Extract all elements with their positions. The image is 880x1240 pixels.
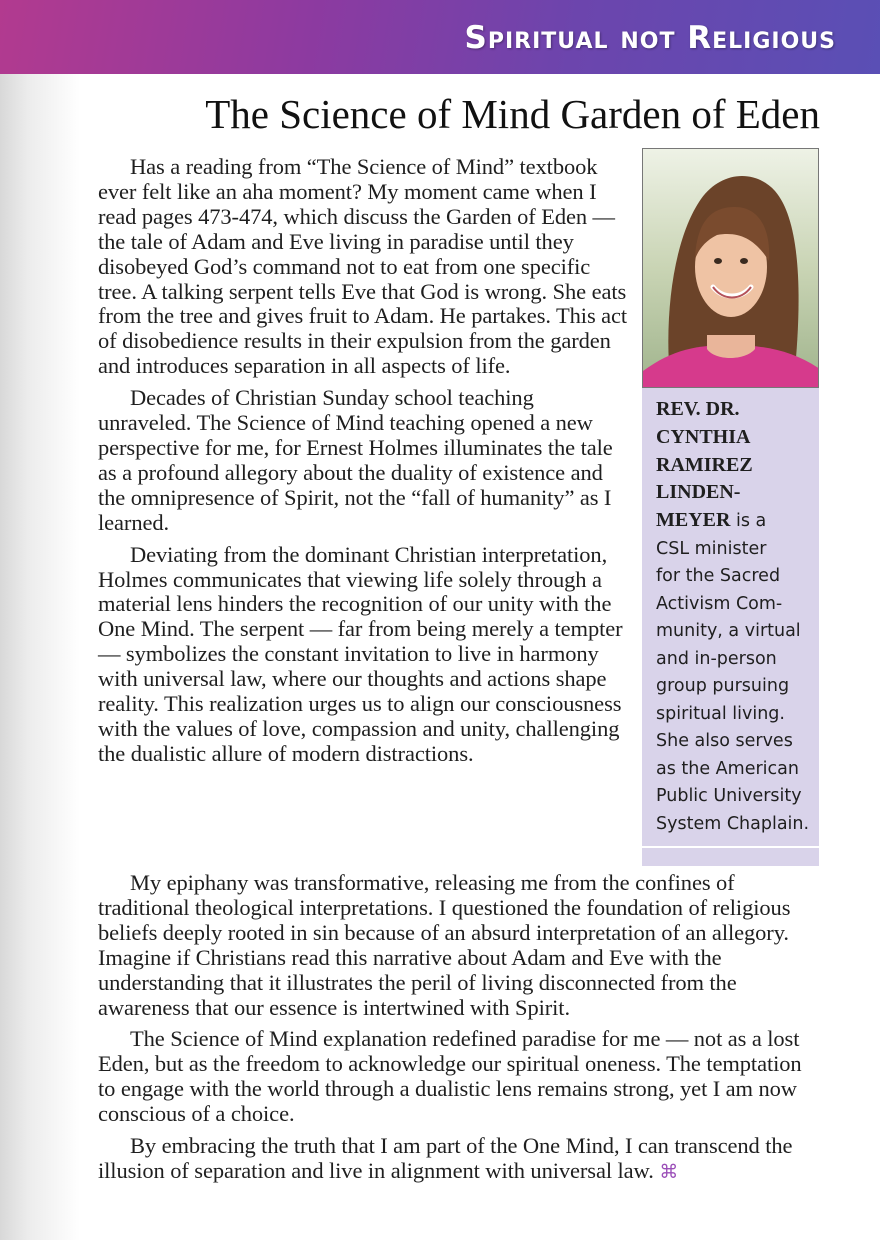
bio-footer-strip [642, 848, 819, 866]
bio-line: spiritual living. [656, 703, 785, 724]
article-paragraph: Decades of Christian Sunday school teaching unraveled. The Science of Mind teaching opened a new perspective for me, for Ernest Holmes illuminates the tale as a profound allegory about the duality of existence and the omnipresence of Spirit, not the “fall of humanity” as I learned. [98, 385, 613, 535]
article-paragraph: My epiphany was transformative, releasing me from the confines of traditional theological interpretations. I questioned the foundation of religious beliefs deeply rooted in sin because of an absurd interpretation of an allegory. Imagine if Christians read this narrative about Adam and Eve with the understanding that it illustrates the peril of living disconnected from the awareness that our essence is intertwined with Spirit. [98, 870, 791, 1020]
article-column [98, 155, 628, 774]
bio-line: Activism Com- [656, 593, 783, 614]
author-portrait-illustration [643, 149, 819, 388]
bio-line: She also serves [656, 731, 793, 752]
article-paragraph: Has a reading from “The Science of Mind” textbook ever felt like an aha moment? My moment came when I read pages 473-474, which discuss the Garden of Eden — the tale of Adam and Eve living in paradise until they disobeyed God’s command not to eat from one specific tree. A talking serpent tells Eve that God is wrong. She eats from the tree and gives fruit to Adam. He partakes. This act of disobedience results in their expulsion from the garden and introduces separation in all aspects of life. [98, 154, 628, 379]
author-bio-box [642, 388, 819, 846]
author-name-line: RAMIREZ [656, 453, 753, 476]
bio-line: as the American [656, 758, 799, 779]
bio-line: group pursuing [656, 676, 790, 697]
author-name-line: REV. DR. [656, 398, 740, 420]
bio-line: and in-person [656, 648, 777, 669]
section-banner [0, 0, 880, 74]
bio-line: System Chaplain. [656, 813, 810, 834]
article-paragraph: The Science of Mind explanation redefined paradise for me — not as a lost Eden, but as the freedom to acknowledge our spiritual oneness. The temptation to engage with the world through a dualistic lens remains strong, yet I am now conscious of a choice. [98, 1026, 802, 1127]
end-of-article-icon: ⌘ [659, 1160, 679, 1183]
author-name-last-line [656, 507, 814, 536]
author-sidebar [642, 148, 819, 866]
bio-line: CSL minister [656, 538, 767, 559]
author-name-line: CYNTHIA [656, 425, 751, 448]
section-label: Spiritual not Religious [464, 20, 836, 56]
author-photo [642, 148, 819, 388]
article-paragraph-final [98, 1134, 813, 1185]
page-margin-shading [0, 74, 80, 1240]
author-name-last: MEYER [656, 509, 731, 532]
bio-line: for the Sacred [656, 566, 781, 587]
article-title: The Science of Mind Garden of Eden [205, 91, 820, 137]
bio-suffix: is a [730, 511, 767, 532]
bio-line: munity, a virtual [656, 621, 801, 642]
article-paragraph: Deviating from the dominant Christian interpretation, Holmes communicates that viewing life solely through a material lens hinders the recognition of our unity with the One Mind. The serpent — far from being merely a tempter — symbolizes the constant invitation to live in harmony with universal law, where our thoughts and actions shape reality. This realization urges us to align our consciousness with the values of love, compassion and unity, challenging the dualistic allure of modern distractions. [98, 541, 623, 766]
author-bio [656, 396, 814, 838]
final-paragraph-text: By embracing the truth that I am part of the One Mind, I can transcend the illusion of separation and live in alignment with universal law. [98, 1133, 793, 1183]
bio-line: Public University [656, 786, 802, 807]
author-name-line: LINDEN- [656, 481, 741, 504]
article-column-full [98, 871, 813, 1192]
